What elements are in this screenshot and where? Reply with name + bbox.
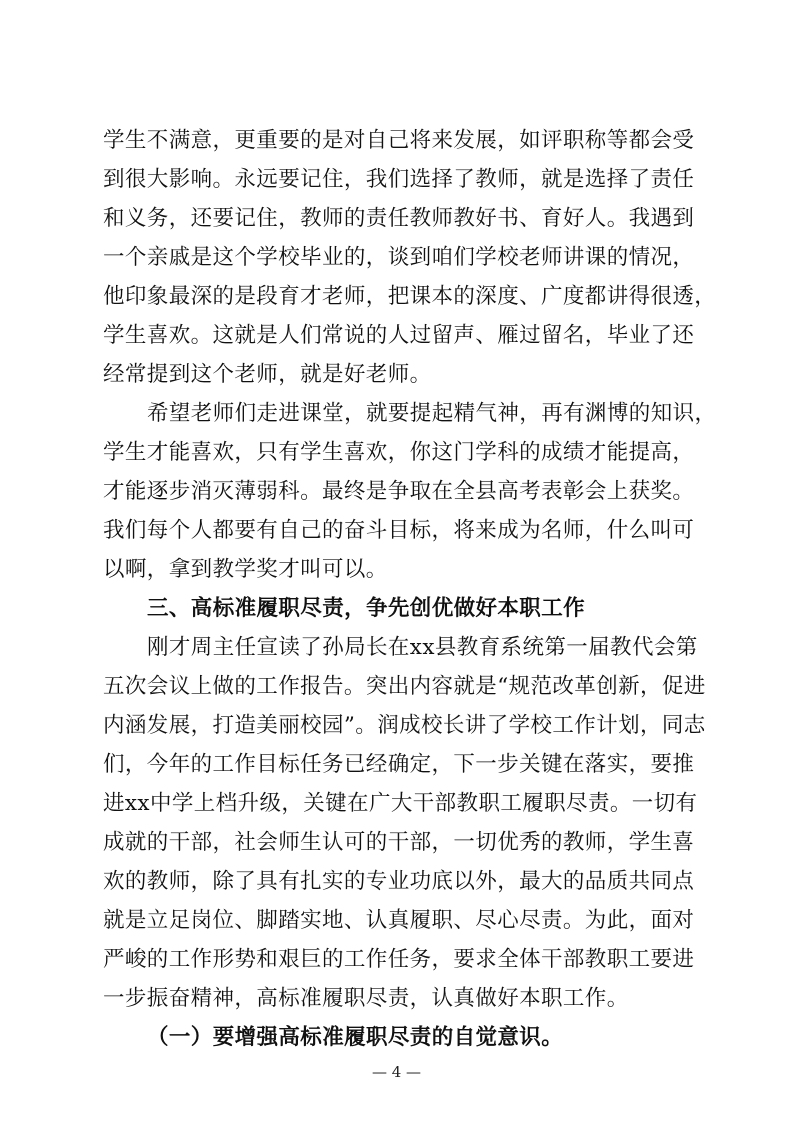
section-heading: 三、高标准履职尽责，争先创优做好本职工作 — [147, 596, 586, 621]
text-line: 一步振奋精神，高标准履职尽责，认真做好本职工作。 — [103, 986, 629, 1011]
text-line: 进xx中学上档升级，关键在广大干部教职工履职尽责。一切有 — [103, 791, 698, 816]
text-line: 们，今年的工作目标任务已经确定，下一步关键在落实，要推 — [103, 752, 695, 777]
text-line: 以啊，拿到教学奖才叫可以。 — [103, 557, 388, 582]
text-line: 五次会议上做的工作报告。突出内容就是“规范改革创新，促进 — [103, 674, 706, 699]
text-line: 他印象最深的是段育才老师，把课本的深度、广度都讲得很透， — [103, 284, 717, 309]
subsection-heading: （一）要增强高标准履职尽责的自觉意识。 — [147, 1025, 564, 1050]
text-line: 欢的教师，除了具有扎实的专业功底以外，最大的品质共同点 — [103, 869, 695, 894]
text-line: 学生才能喜欢，只有学生喜欢，你这门学科的成绩才能提高， — [103, 440, 695, 465]
text-line: 学生喜欢。这就是人们常说的人过留声、雁过留名，毕业了还 — [103, 323, 695, 348]
text-line: 一个亲戚是这个学校毕业的，谈到咱们学校老师讲课的情况， — [103, 245, 695, 270]
paragraph-first-line: 刚才周主任宣读了孙局长在xx县教育系统第一届教代会第 — [147, 635, 698, 660]
text-line: 和义务，还要记住，教师的责任教师教好书、育好人。我遇到 — [103, 206, 695, 231]
text-line: 经常提到这个老师，就是好老师。 — [103, 362, 432, 387]
text-line: 成就的干部，社会师生认可的干部，一切优秀的教师，学生喜 — [103, 830, 695, 855]
text-line: 就是立足岗位、脚踏实地、认真履职、尽心尽责。为此，面对 — [103, 908, 695, 933]
page-number: — 4 — — [371, 1063, 422, 1081]
text-line: 学生不满意，更重要的是对自己将来发展，如评职称等都会受 — [103, 128, 695, 153]
text-line: 才能逐步消灭薄弱科。最终是争取在全县高考表彰会上获奖。 — [103, 479, 695, 504]
text-line: 到很大影响。永远要记住，我们选择了教师，就是选择了责任 — [103, 167, 695, 192]
text-line: 内涵发展，打造美丽校园”。润成校长讲了学校工作计划，同志 — [103, 713, 706, 738]
text-line: 我们每个人都要有自己的奋斗目标，将来成为名师，什么叫可 — [103, 518, 695, 543]
text-line: 严峻的工作形势和艰巨的工作任务，要求全体干部教职工要进 — [103, 947, 695, 972]
paragraph-first-line: 希望老师们走进课堂，就要提起精气神，再有渊博的知识， — [147, 401, 717, 426]
